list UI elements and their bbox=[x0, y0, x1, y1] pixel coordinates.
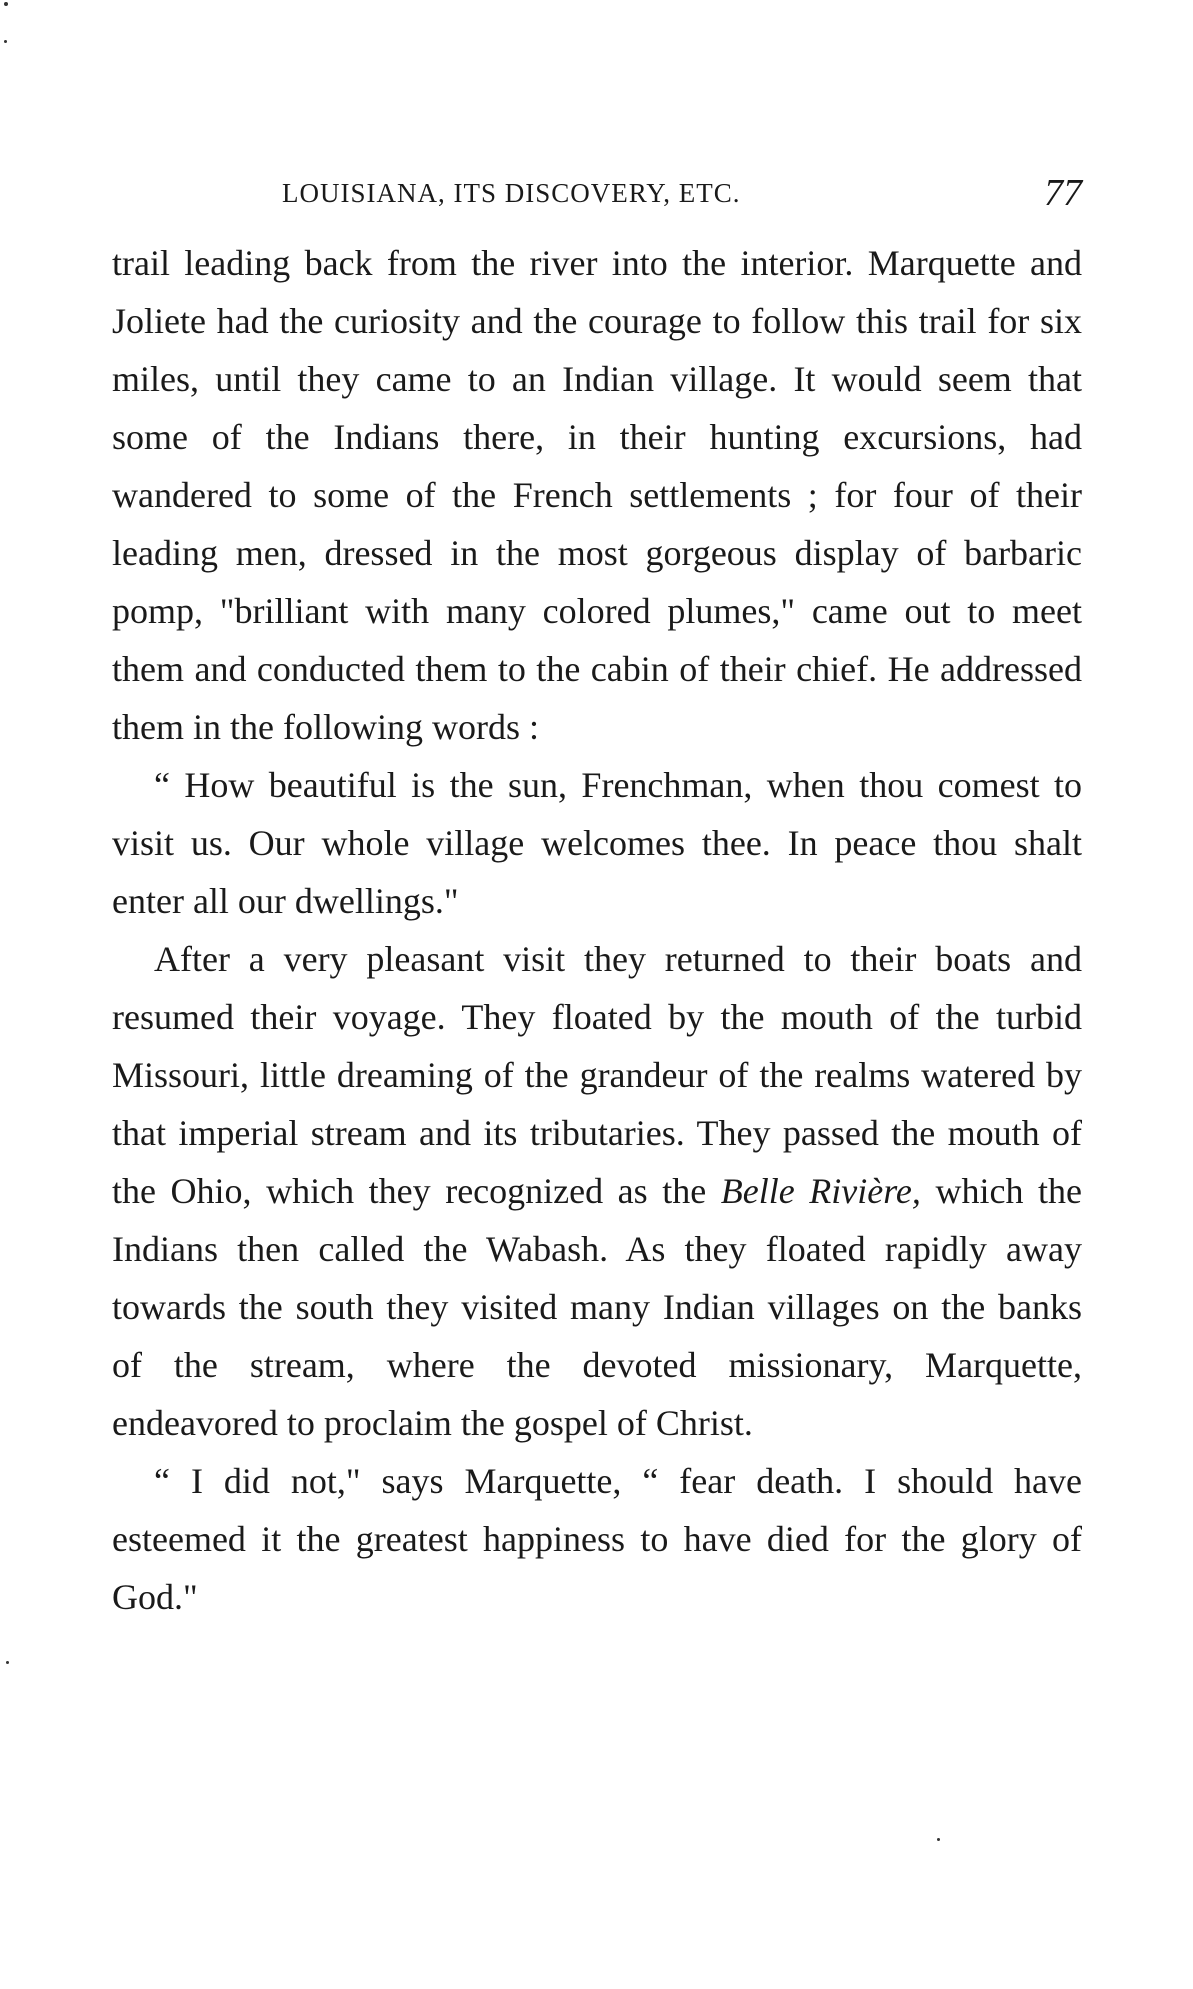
body-text bbox=[112, 234, 1082, 1626]
river-name-italic: Belle Rivière, bbox=[720, 1171, 921, 1211]
running-title: LOUISIANA, ITS DISCOVERY, ETC. bbox=[282, 178, 741, 208]
scan-speck bbox=[937, 1838, 940, 1841]
paragraph-4-quote: “ I did not," says Marquette, “ fear death. I should have esteemed it the greatest happiness to have died for the glory of God." bbox=[112, 1461, 1082, 1617]
paragraph-3-text-a: After a very pleasant visit they returned to their boats and resumed their voyage. They floated by the mouth of the turbid Missouri, little dreaming of the grandeur of the realms watered by that imperial stream and its tributaries. They passed the mouth of the Ohio, which they recognized as the bbox=[112, 939, 1082, 1211]
page-header bbox=[112, 168, 1082, 218]
paragraph-2-quote: “ How beautiful is the sun, Frenchman, when thou comest to visit us. Our whole village welcomes thee. In peace thou shalt enter all our dwellings." bbox=[112, 765, 1082, 921]
paragraph-1: trail leading back from the river into the interior. Marquette and Joliete had the curiosity and the courage to follow this trail for six miles, until they came to an Indian village. It would seem that some of the Indians there, in their hunting excursions, had wandered to some of the French settlements ; for four of their leading men, dressed in the most gorgeous display of barbaric pomp, "brilliant with many colored plumes," came out to meet them and conducted them to the cabin of their chief. He addressed them in the following words : bbox=[112, 243, 1082, 747]
paragraph-3-text-b: which the Indians then called the Wabash. As they floated rapidly away towards the south they visited many Indian villages on the banks of the stream, where the devoted missionary, Marquette, endeavored to proclaim the gospel of Christ. bbox=[112, 1171, 1082, 1443]
scan-speck bbox=[6, 1661, 9, 1664]
paragraph-3 bbox=[112, 930, 1082, 1452]
page-number: 77 bbox=[1044, 172, 1082, 214]
scan-speck bbox=[4, 2, 8, 6]
scan-speck bbox=[4, 40, 7, 43]
